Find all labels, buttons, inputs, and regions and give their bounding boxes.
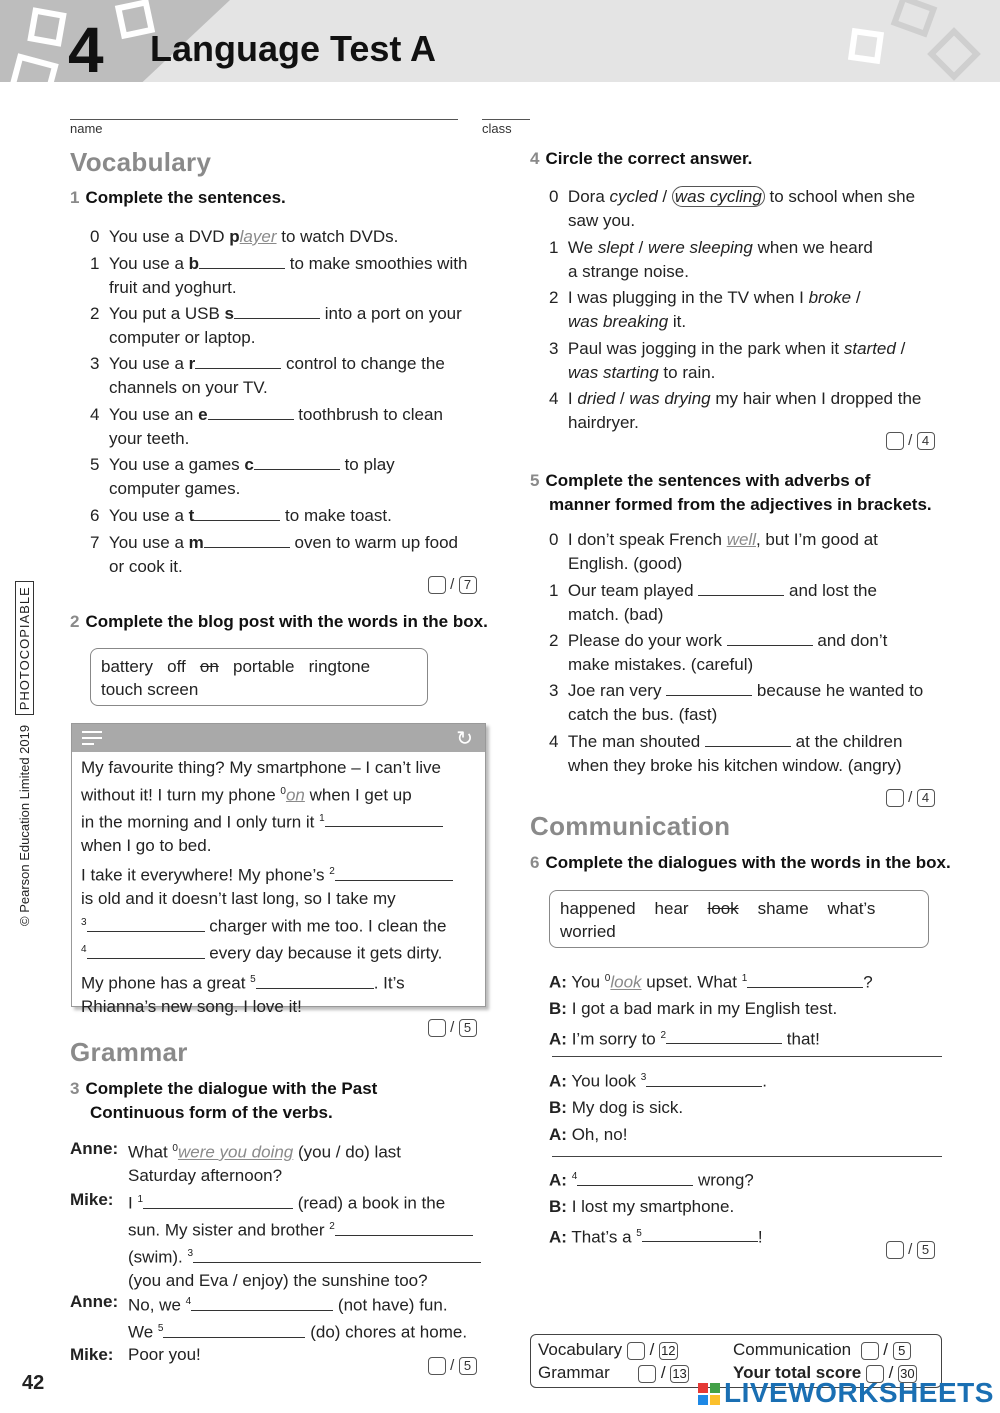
q6-dialogue-1: A: You $^0$look upset. What $^1$ ? B: I got a bad mark in my English test. A: I’m sorry to $^2$ that!: [549, 972, 873, 1049]
q4-item-2[interactable]: 2 I was plugging in the TV when I broke / was breaking it.: [549, 288, 861, 331]
q3-blank-1[interactable]: [143, 1194, 293, 1209]
blog-blank-3[interactable]: [87, 917, 205, 932]
q4-item-3[interactable]: 3 Paul was jogging in the park when it started / was starting to rain.: [549, 339, 906, 382]
q1-blank-1[interactable]: [199, 254, 285, 269]
q4-score-input[interactable]: [886, 432, 904, 450]
q3-blank-4[interactable]: [191, 1296, 333, 1311]
dialogue-divider: [552, 1156, 942, 1157]
vocab-total-input[interactable]: [627, 1342, 645, 1360]
q1-blank-4[interactable]: [208, 405, 294, 420]
section-title-communication: Communication: [530, 811, 731, 841]
summary-vocabulary: Vocabulary / 12: [538, 1340, 676, 1359]
name-label: name: [70, 121, 103, 136]
dialogue-divider: [552, 1056, 942, 1057]
question-1-title: 1 Complete the sentences.: [70, 188, 286, 207]
blog-blank-2[interactable]: [335, 866, 453, 881]
blog-blank-4[interactable]: [87, 944, 205, 959]
refresh-icon: ↻: [456, 728, 473, 750]
q4-option[interactable]: started: [843, 339, 896, 358]
q1-item-4: 4 You use an e toothbrush to clean your teeth.: [90, 405, 443, 448]
q3-score-input[interactable]: [428, 1357, 446, 1375]
q2-score-input[interactable]: [428, 1019, 446, 1037]
q1-item-5: 5 You use a games c to play computer games.: [90, 455, 395, 498]
q6-dialogue-2: A: You look $^3$ . B: My dog is sick. A: Oh, no!: [549, 1071, 767, 1144]
q5-blank-3[interactable]: [666, 681, 752, 696]
q5-item-2: 2 Please do your work and don’t make mistakes. (careful): [549, 631, 888, 674]
q4-item-1[interactable]: 1 We slept / were sleeping when we heard a strange noise.: [549, 238, 873, 281]
q4-option[interactable]: slept: [597, 238, 634, 257]
copyright-text: © Pearson Education Limited 2019 PHOTOCOPIABLE: [17, 581, 32, 926]
q1-item-2: 2 You put a USB s into a port on your computer or laptop.: [90, 304, 462, 347]
blog-answer-0: on: [285, 785, 305, 805]
section-title-vocabulary: Vocabulary: [70, 147, 212, 177]
blog-blank-5[interactable]: [256, 974, 374, 989]
summary-grammar: Grammar / 13: [538, 1363, 687, 1382]
liveworksheets-logo: LIVEWORKSHEETS: [698, 1377, 998, 1409]
q1-item-0: 0 You use a DVD player to watch DVDs.: [90, 227, 399, 246]
q3-dialogue: Anne: What $^0$were you doing (you / do) last Saturday afternoon? Mike: I $^1$ (read) a book in the sun. My sister and brother $^2$ (swim). $^3$ (you and Eva / enjoy) the sunshine too? Anne: No, we $^4$ (not have) fun. We $^5$ (do) chores at home. Mike: Poor you!: [70, 1137, 490, 1367]
q4-item-0: 0 Dora cycled / was cycling to school when she saw you.: [549, 187, 916, 230]
q4-option[interactable]: was breaking: [568, 311, 669, 331]
q3-blank-3[interactable]: [193, 1248, 481, 1263]
q1-answer-0: layer: [239, 227, 277, 246]
q6-score: / 5: [886, 1241, 935, 1259]
q2-word-box: battery off on portable ringtone touch screen: [90, 648, 428, 706]
menu-icon: [82, 731, 102, 745]
q5-item-3: 3 Joe ran very because he wanted to catch the bus. (fast): [549, 681, 924, 724]
page-number: 42: [22, 1372, 45, 1394]
blog-header: [72, 724, 485, 752]
q4-option[interactable]: were sleeping: [647, 238, 753, 257]
blog-blank-1[interactable]: [325, 812, 443, 827]
q3-score: / 5: [428, 1357, 477, 1375]
page-title: Language Test A: [150, 28, 437, 69]
decor-square-icon: [27, 7, 66, 46]
q5-item-1: 1 Our team played and lost the match. (bad): [549, 581, 877, 624]
q5-answer-0: well: [726, 530, 756, 549]
q1-blank-3[interactable]: [195, 354, 281, 369]
q6-blank-3[interactable]: [646, 1072, 762, 1087]
q6-blank-2[interactable]: [666, 1029, 782, 1044]
grammar-total-input[interactable]: [638, 1365, 656, 1383]
q4-circled-answer: was cycling: [672, 186, 765, 207]
class-label: class: [482, 121, 512, 136]
q5-blank-4[interactable]: [705, 732, 791, 747]
q4-option[interactable]: was starting: [568, 362, 659, 382]
question-3-title: 3 Complete the dialogue with the Past Continuous form of the verbs.: [70, 1079, 378, 1122]
q1-blank-6[interactable]: [194, 506, 280, 521]
q1-item-1: 1 You use a b to make smoothies with fruit and yoghurt.: [90, 254, 468, 297]
q6-dialogue-3: A: $^4$ wrong? B: I lost my smartphone. A: That’s a $^5$ !: [549, 1170, 763, 1247]
blog-body: My favourite thing? My smartphone – I can’t live without it! I turn my phone $^0$on when I get up in the morning and I only turn it $^1$ when I go to bed. I take it everywhere! My phone’s $^2$ is old and it doesn’t last long, so I take my $^3$ charger with me too. I clean the $^4$ every day because it gets dirty. My phone has a great $^5$ . It’s Rhianna’s new song. I love it!: [72, 752, 485, 1023]
q4-option[interactable]: was drying: [629, 389, 711, 408]
q6-blank-5[interactable]: [642, 1227, 758, 1242]
q1-blank-2[interactable]: [234, 304, 320, 319]
blog-post: [71, 723, 486, 1017]
q1-item-6: 6 You use a t to make toast.: [90, 506, 392, 525]
name-line[interactable]: [70, 119, 458, 120]
q5-blank-1[interactable]: [698, 581, 784, 596]
decor-square-icon: [848, 28, 884, 64]
question-6-title: 6 Complete the dialogues with the words in the box.: [530, 853, 951, 872]
question-4-title: 4 Circle the correct answer.: [530, 149, 753, 168]
comm-total-input[interactable]: [861, 1342, 879, 1360]
q3-blank-2[interactable]: [335, 1221, 473, 1236]
class-line[interactable]: [482, 119, 530, 120]
unit-number: 4: [68, 14, 104, 86]
q3-answer-0: were you doing: [177, 1142, 294, 1162]
q6-blank-1[interactable]: [747, 973, 863, 988]
logo-grid-icon: [698, 1383, 720, 1405]
q5-item-0: 0 I don’t speak French well, but I’m good at English. (good): [549, 530, 878, 573]
question-2-title: 2 Complete the blog post with the words in the box.: [70, 612, 488, 631]
q6-answer-0: look: [610, 972, 642, 992]
q3-blank-5[interactable]: [163, 1323, 305, 1338]
q1-item-7: 7 You use a m oven to warm up food or cook it.: [90, 533, 458, 576]
q4-option[interactable]: broke: [808, 288, 852, 307]
q5-blank-2[interactable]: [727, 631, 813, 646]
q4-option[interactable]: dried: [577, 389, 616, 408]
q5-item-4: 4 The man shouted at the children when they broke his kitchen window. (angry): [549, 732, 903, 775]
summary-communication: Communication / 5: [733, 1340, 911, 1360]
question-5-title: 5 Complete the sentences with adverbs of manner formed from the adjectives in brackets.: [530, 471, 932, 514]
q1-score-input[interactable]: [428, 576, 446, 594]
q4-item-4[interactable]: 4 I dried / was drying my hair when I dropped the hairdryer.: [549, 389, 922, 432]
q6-score-input[interactable]: [886, 1241, 904, 1259]
section-title-grammar: Grammar: [70, 1037, 188, 1067]
q1-item-3: 3 You use a r control to change the channels on your TV.: [90, 354, 445, 397]
photocopiable-badge: PHOTOCOPIABLE: [15, 581, 34, 715]
q1-blank-7[interactable]: [204, 533, 290, 548]
q2-score: / 5: [428, 1019, 477, 1037]
q4-score: / 4: [886, 432, 935, 450]
q1-blank-5[interactable]: [254, 455, 340, 470]
summary-total: Your total score / 30: [733, 1363, 915, 1382]
q1-score: / 7: [428, 576, 477, 594]
q6-word-box: happened hear look shame what’s worried: [549, 890, 929, 948]
q5-score-input[interactable]: [886, 789, 904, 807]
q5-score: / 4: [886, 789, 935, 807]
q6-blank-4[interactable]: [577, 1171, 693, 1186]
